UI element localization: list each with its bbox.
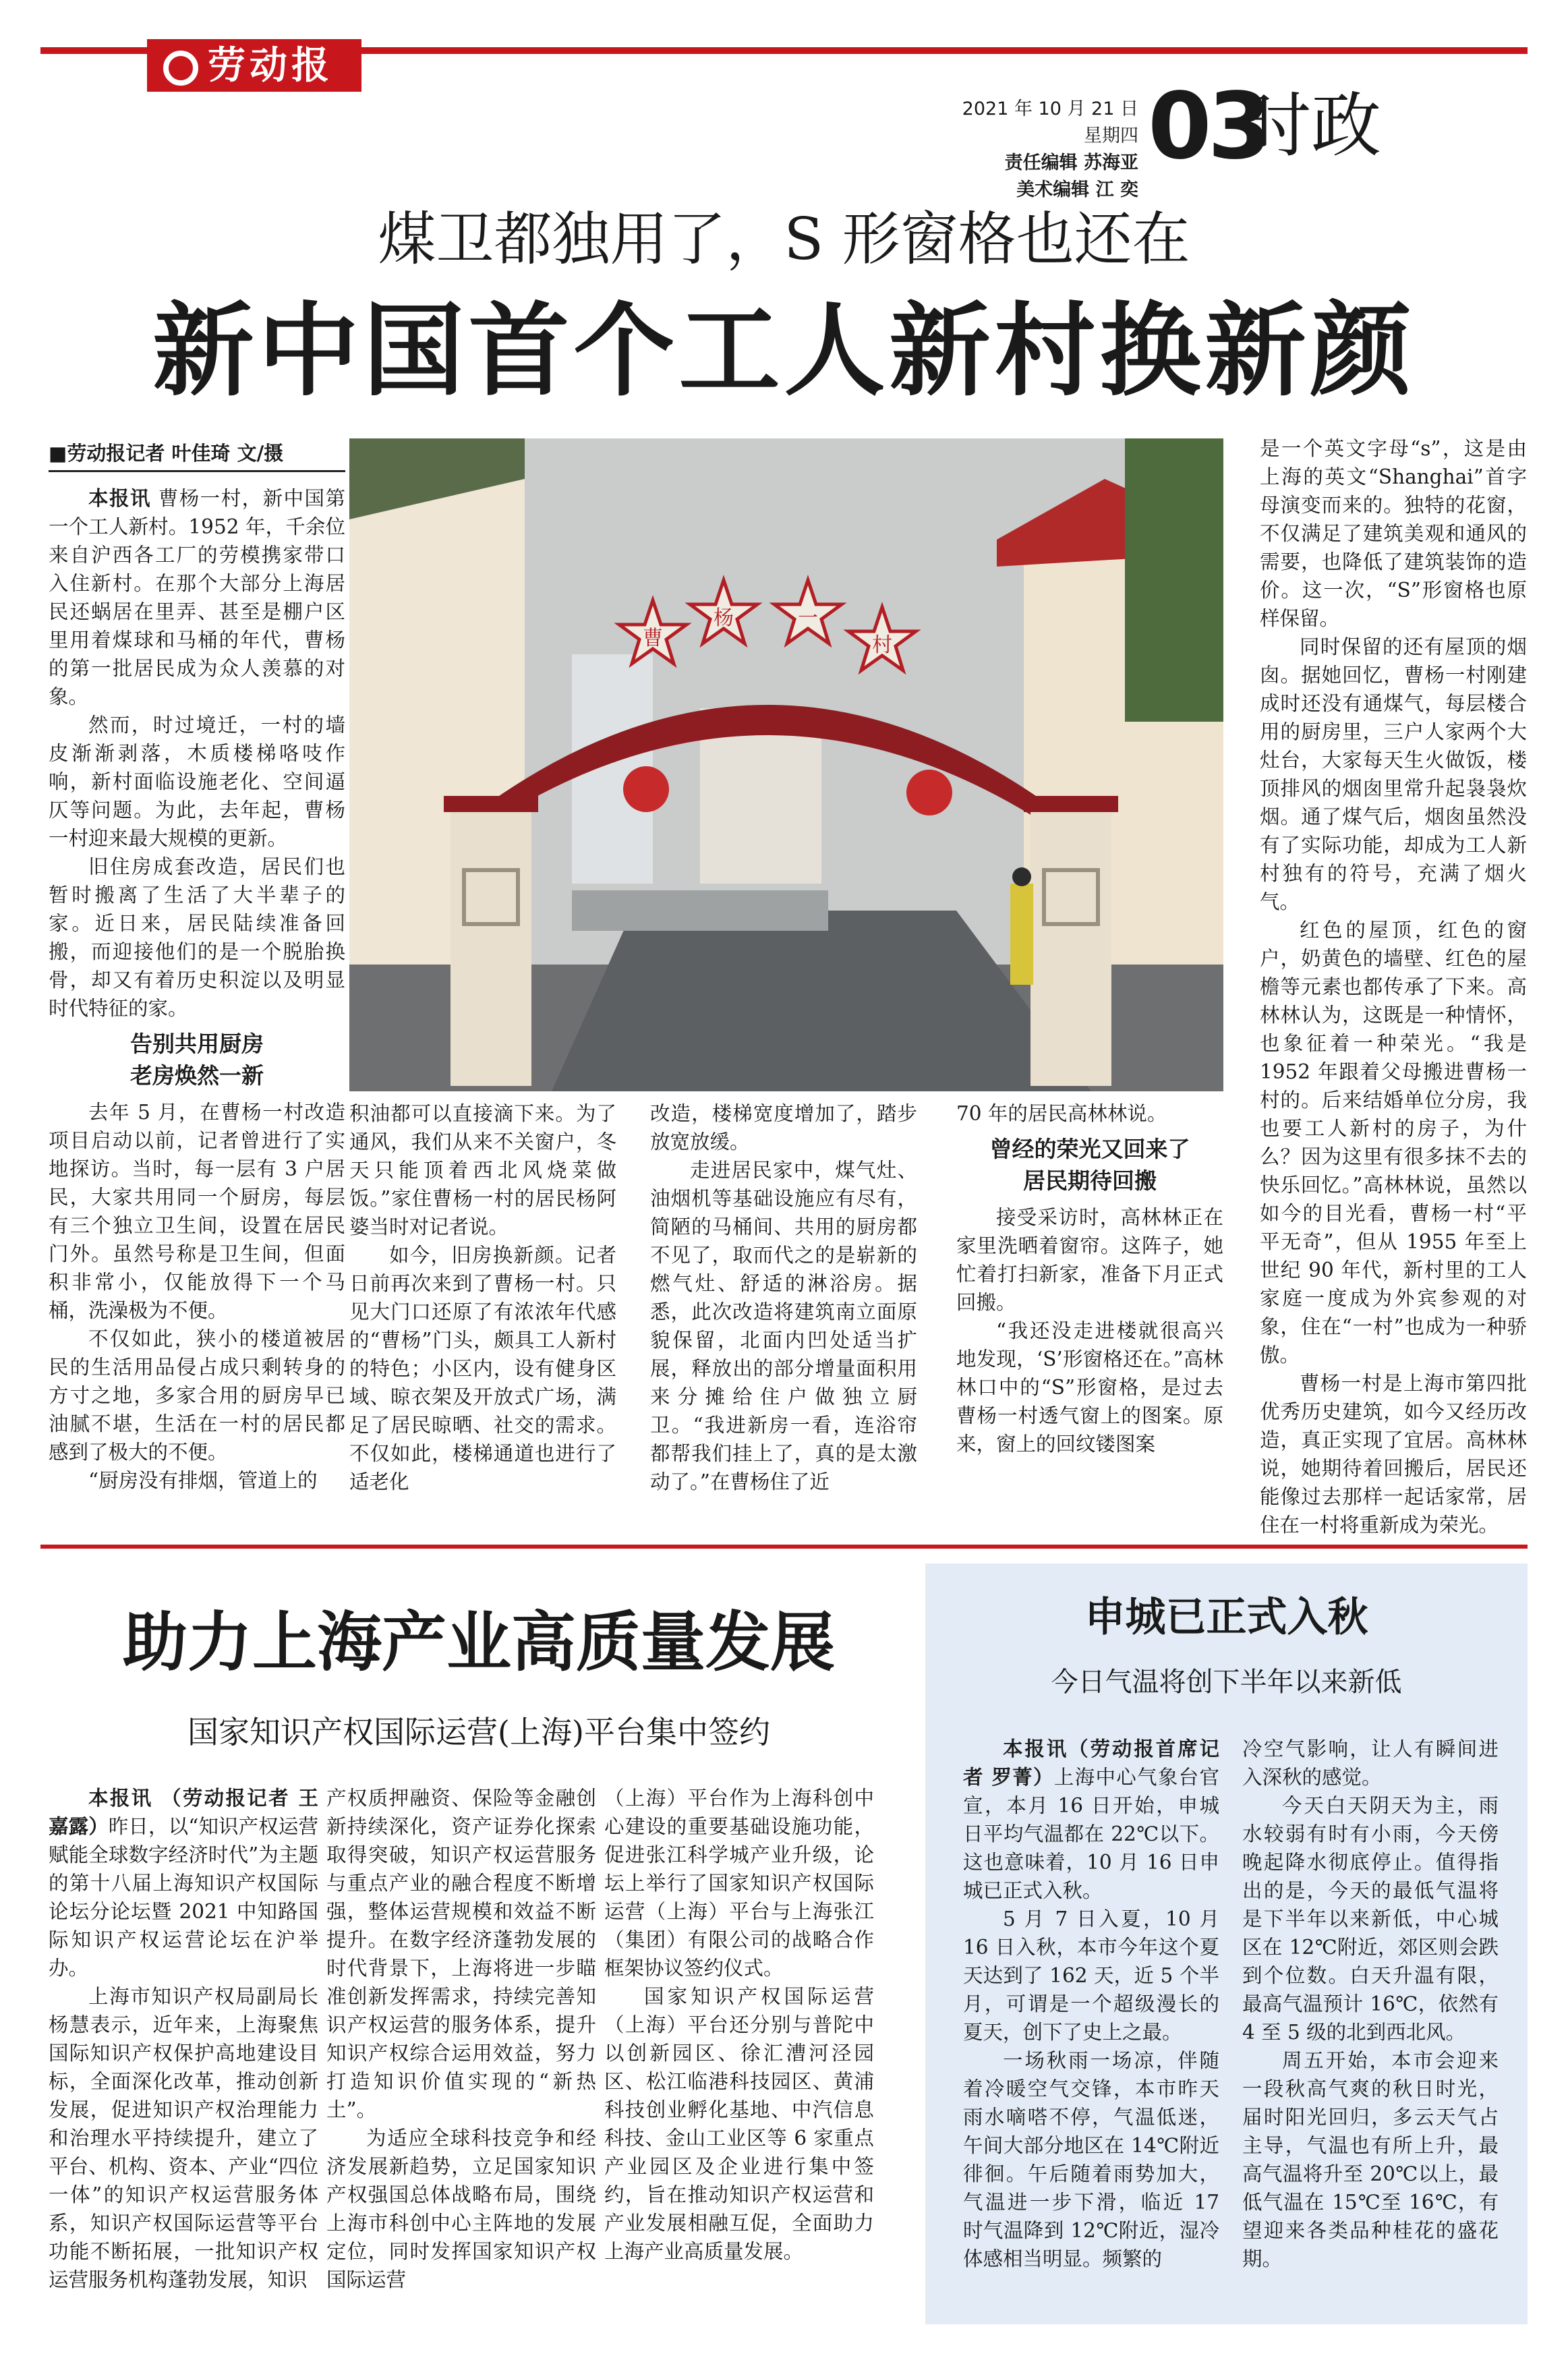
- paragraph: [49, 484, 345, 711]
- paragraph: 今天白天阴天为主，雨水较弱有时有小雨，今天傍晚起降水彻底停止。值得指出的是，今天的最低气温将是下半年以来新低，中心城区在 12℃附近，郊区则会跌到个位数。白天升温有限，最高气温预计 16℃，依然有 4 至 5 级的北到西北风。: [1242, 1794, 1499, 2044]
- logo-icon: [163, 51, 198, 86]
- subheading: [49, 1028, 345, 1091]
- arch-character: 一: [798, 606, 818, 630]
- newspaper-logo: [147, 39, 361, 92]
- article3-title: 申城已正式入秋: [1084, 1594, 1368, 1641]
- arch-character: 村: [872, 633, 892, 657]
- paragraph: 5 月 7 日入夏，10 月 16 日入秋，本市今年这个夏天达到了 162 天，近 5 个半月，可谓是一个超级漫长的夏天，创下了史上之最。: [963, 1907, 1219, 2044]
- article3-column-1: [963, 1735, 1219, 2308]
- paragraph: 上海市知识产权局副局长杨慧表示，近年来，上海聚焦国际知识产权保护高地建设目标，全面深化改革，推动创新发展，促进知识产权治理能力和治理水平持续提升，建立了平台、机构、资本、产业“四位一体”的知识产权运营服务体系，知识产权国际运营等平台功能不断拓展，一批知识产权运营服务机构蓬勃发展，知识: [49, 1985, 318, 2291]
- paragraph: “我还没走进楼就很高兴地发现，‘S’形窗格还在。”高林林口中的“S”形窗格，是过去曹杨一村透气窗上的图案。原来，窗上的回纹镂图案: [956, 1319, 1223, 1456]
- paragraph: 不仅如此，狭小的楼道被居民的生活用品侵占成只剩转身的方寸之地，多家合用的厨房早已油腻不堪，生活在一村的居民都感到了极大的不便。: [49, 1327, 345, 1464]
- subheading: [956, 1133, 1223, 1197]
- article1-subtitle: 煤卫都独用了，S 形窗格也还在: [378, 206, 1190, 273]
- paragraph: 一场秋雨一场凉，伴随着冷暖空气交锋，本市昨天雨水嘀嗒不停，气温低迷，午间大部分地区在 14℃附近徘徊。午后随着雨势加大，气温进一步下滑，临近 17 时气温降到 12℃附近，湿冷体感相当明显。频繁的: [963, 2049, 1219, 2270]
- weather-box: [925, 1563, 1528, 2324]
- section-name: 时政: [1241, 84, 1382, 167]
- subheading-line: 老房焕然一新: [130, 1062, 264, 1089]
- article2-title: 助力上海产业高质量发展: [123, 1604, 835, 1680]
- subheading-line: 居民期待回搬: [1023, 1168, 1157, 1194]
- art-editor: 美术编辑 江 奕: [1016, 179, 1138, 200]
- section-divider: [40, 1545, 1528, 1549]
- article2-column-3: [604, 1784, 874, 2310]
- article1-title: 新中国首个工人新村换新颜: [152, 291, 1416, 410]
- gate-photo-illustration: [349, 438, 1223, 1091]
- article1-column-4: [956, 1099, 1223, 1518]
- paragraph: 积油都可以直接滴下来。为了通风，我们从来不关窗户，冬天只能顶着西北风烧菜做饭。”家住曹杨一村的居民杨阿婆当时对记者说。: [349, 1102, 616, 1238]
- paragraph: 走进居民家中，煤气灶、油烟机等基础设施应有尽有，简陋的马桶间、共用的厨房都不见了，取而代之的是崭新的燃气灶、舒适的淋浴房。据悉，此次改造将建筑南立面原貌保留，北面内凹处适当扩展，释放出的部分增量面积用来分摊给住户做独立厨卫。“我进新房一看，连浴帘都帮我们挂上了，真的是太激动了。”在曹杨住了近: [650, 1159, 917, 1493]
- article1-column-3: [650, 1099, 917, 1518]
- paragraph: 接受采访时，高林林正在家里洗晒着窗帘。这阵子，她忙着打扫新家，准备下月正式回搬。: [956, 1206, 1223, 1314]
- article2-subtitle: 国家知识产权国际运营(上海)平台集中签约: [187, 1714, 770, 1750]
- article1-photo: [349, 438, 1223, 1091]
- paragraph: 70 年的居民高林林说。: [956, 1102, 1167, 1125]
- article3-column-2: [1242, 1735, 1499, 2308]
- lead-label: 本报讯（劳动报首席记者 罗菁）: [963, 1737, 1219, 1789]
- paragraph: [963, 1735, 1219, 1905]
- article1-column-1: [49, 484, 345, 1516]
- page-number: 03: [1148, 74, 1268, 180]
- paragraph: 红色的屋顶，红色的窗户，奶黄色的墙壁、红色的屋檐等元素也都传承了下来。高林林认为，这既是一种情怀，也象征着一种荣光。“我是 1952 年跟着父母搬进曹杨一村的。后来结婚单位分房，我也要工人新村的房子，为什么？因为这里有很多抹不去的快乐回忆。”高林林说，虽然以如今的目光看，曹杨一村“平平无奇”，但从 1955 年至上世纪 90 年代，新村里的工人家庭一度成为外宾参观的对象，住在“一村”也成为一种骄傲。: [1260, 919, 1527, 1367]
- article3-subtitle: 今日气温将创下半年以来新低: [1051, 1667, 1402, 1698]
- paragraph: 冷空气影响，让人有瞬间进入深秋的感觉。: [1242, 1737, 1499, 1789]
- subheading-line: 告别共用厨房: [130, 1031, 264, 1057]
- logo-text: 劳动报: [208, 43, 333, 88]
- lead-label: 本报讯 （劳动报记者 王嘉露）: [49, 1787, 318, 1838]
- paragraph: 去年 5 月，在曹杨一村改造项目启动以前，记者曾进行了实地探访。当时，每一层有 3 户居民，大家共用同一个厨房，每层有三个独立卫生间，设置在居民门外。虽然号称是卫生间，但面积非常小，仅能放得下一个马桶，洗澡极为不便。: [49, 1101, 345, 1322]
- paragraph: 旧住房成套改造，居民们也暂时搬离了生活了大半辈子的家。近日来，居民陆续准备回搬，而迎接他们的是一个脱胎换骨，却又有着历史积淀以及明显时代特征的家。: [49, 855, 345, 1020]
- paragraph: 改造，楼梯宽度增加了，踏步放宽放缓。: [650, 1102, 917, 1153]
- article1-column-2: [349, 1099, 616, 1518]
- paragraph: 是一个英文字母“s”，这是由上海的英文“Shanghai”首字母演变而来的。独特的花窗，不仅满足了建筑美观和通风的需要，也降低了建筑装饰的造价。这一次，“S”形窗格也原样保留。: [1260, 437, 1527, 630]
- paragraph: 同时保留的还有屋顶的烟囱。据她回忆，曹杨一村刚建成时还没有通煤气，每层楼合用的厨房里，三户人家两个大灶台，大家每天生火做饭，楼顶排风的烟囱里常升起袅袅炊烟。通了煤气后，烟囱虽然没有了实际功能，却成为工人新村独有的符号，充满了烟火气。: [1260, 635, 1527, 913]
- arch-character: 杨: [714, 606, 734, 630]
- paragraph: 为适应全球科技竞争和经济发展新趋势，立足国家知识产权强国总体战略布局，围绕上海市科创中心主阵地的发展定位，同时发挥国家知识产权国际运营: [326, 2127, 596, 2291]
- lead-label: 本报讯: [88, 487, 151, 510]
- paragraph: 国家知识产权国际运营（上海）平台还分别与普陀中以创新园区、徐汇漕河泾园区、松江临港科技园区、黄浦科技创业孵化基地、中汽信息科技、金山工业区等 6 家重点产业园区及企业进行集中签约，旨在推动知识产权运营和产业发展相融互促，全面助力上海产业高质量发展。: [604, 1985, 874, 2263]
- arch-character: 曹: [643, 627, 663, 650]
- paragraph: 产权质押融资、保险等金融创新持续深化，资产证券化探索取得突破，知识产权运营服务与重点产业的融合程度不断增强，整体运营规模和效益不断提升。在数字经济蓬勃发展的时代背景下，上海将进一步瞄准创新发挥需求，持续完善知识产权运营的服务体系，提升知识产权综合运用效益，努力打造知识价值实现的“新热土”。: [326, 1787, 596, 2121]
- paragraph: 然而，时过境迁，一村的墙皮渐渐剥落，木质楼梯咯吱作响，新村面临设施老化、空间逼仄等问题。为此，去年起，曹杨一村迎来最大规模的更新。: [49, 714, 345, 850]
- paragraph: [49, 1784, 318, 1982]
- article1-column-5: [1260, 434, 1527, 1536]
- paragraph-text: 曹杨一村，新中国第一个工人新村。1952 年，千余位来自沪西各工厂的劳模携家带口入住新村。在那个大部分上海居民还蜗居在里弄、甚至是棚户区里用着煤球和马桶的年代，曹杨的第一批居民成为众人羡慕的对象。: [49, 487, 345, 708]
- paragraph-text: 上海中心气象台官宣，本月 16 日开始，申城日平均气温都在 22℃以下。这也意味着，10 月 16 日申城已正式入秋。: [963, 1766, 1219, 1902]
- article1-byline: ■劳动报记者 叶佳琦 文/摄: [49, 438, 345, 472]
- subheading-line: 曾经的荣光又回来了: [989, 1136, 1190, 1162]
- page-meta: [950, 96, 1138, 204]
- article2-column-1: [49, 1784, 318, 2310]
- paragraph: （上海）平台作为上海科创中心建设的重要基础设施功能，促进张江科学城产业升级，论坛上举行了国家知识产权国际运营（上海）平台与上海张江（集团）有限公司的战略合作框架协议签约仪式。: [604, 1787, 874, 1980]
- paragraph-text: 昨日，以“知识产权运营赋能全球数字经济时代”为主题的第十八届上海知识产权国际论坛分论坛暨 2021 中知路国际知识产权运营论坛在沪举办。: [49, 1815, 318, 1980]
- paragraph: 如今，旧房换新颜。记者日前再次来到了曹杨一村。只见大门口还原了有浓浓年代感的“曹杨”门头，颇具工人新村的特色；小区内，设有健身区域、晾衣架及开放式广场，满足了居民晾晒、社交的需求。不仅如此，楼梯通道也进行了适老化: [349, 1244, 616, 1493]
- paragraph: 周五开始，本市会迎来一段秋高气爽的秋日时光，届时阳光回归，多云天气占主导，气温也有所上升，最高气温将升至 20℃以上，最低气温在 15℃至 16℃，有望迎来各类品种桂花的盛花期。: [1242, 2049, 1499, 2270]
- paragraph: “厨房没有排烟，管道上的: [88, 1469, 318, 1492]
- article2-column-2: [326, 1784, 596, 2310]
- issue-date: 2021 年 10 月 21 日 星期四: [962, 98, 1138, 146]
- responsible-editor: 责任编辑 苏海亚: [1004, 152, 1138, 173]
- paragraph: 曹杨一村是上海市第四批优秀历史建筑，如今又经历改造，真正实现了宜居。高林林说，她期待着回搬后，居民还能像过去那样一起话家常，居住在一村将重新成为荣光。: [1260, 1372, 1527, 1536]
